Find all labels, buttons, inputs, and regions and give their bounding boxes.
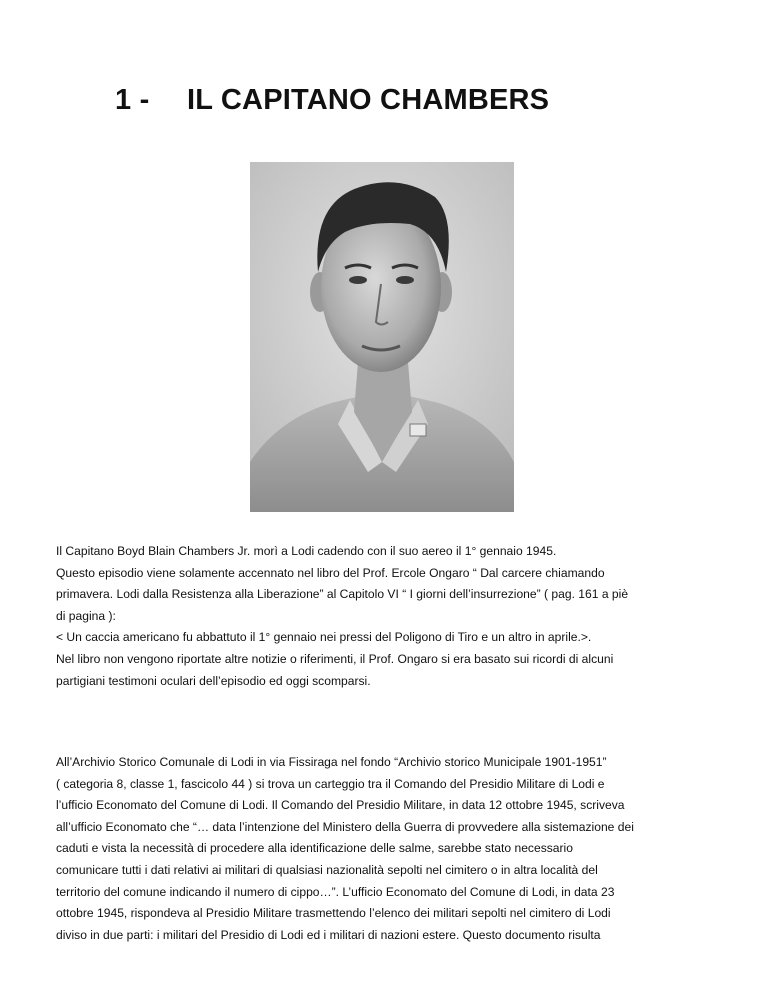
text-line: Nel libro non vengono riportate altre notizie o riferimenti, il Prof. Ongaro si era basato sui ricordi di alcuni bbox=[56, 651, 614, 666]
text-line: all’ufficio Economato che “… data l’intenzione del Ministero della Guerra di provvedere alla sistemazione dei bbox=[56, 819, 634, 834]
chapter-title: IL CAPITANO CHAMBERS bbox=[187, 84, 550, 116]
chapter-number: 1 - bbox=[115, 84, 150, 116]
portrait-photo bbox=[250, 162, 514, 512]
page-title bbox=[115, 84, 549, 117]
text-line: All’Archivio Storico Comunale di Lodi in via Fissiraga nel fondo “Archivio storico Municipale 1901-1951” bbox=[56, 755, 607, 769]
text-line: < Un caccia americano fu abbattuto il 1° gennaio nei pressi del Poligono di Tiro e un altro in aprile.>. bbox=[56, 630, 592, 645]
text-line: comunicare tutti i dati relativi ai militari di qualsiasi nazionalità sepolti nel cimitero o in altra località del bbox=[56, 862, 598, 877]
text-line: Il Capitano Boyd Blain Chambers Jr. morì a Lodi cadendo con il suo aereo il 1° gennaio 1945. bbox=[56, 544, 557, 558]
text-line: di pagina ): bbox=[56, 608, 116, 623]
text-line: ottobre 1945, rispondeva al Presidio Militare trasmettendo l’elenco dei militari sepolti nel cimitero di Lodi bbox=[56, 906, 611, 921]
text-line: partigiani testimoni oculari dell’episodio ed oggi scomparsi. bbox=[56, 673, 371, 688]
text-line: l’ufficio Economato del Comune di Lodi. Il Comando del Presidio Militare, in data 12 ottobre 1945, scriveva bbox=[56, 798, 625, 813]
paragraph-archive bbox=[56, 752, 716, 946]
text-line: Questo episodio viene solamente accennato nel libro del Prof. Ercole Ongaro “ Dal carcere chiamando bbox=[56, 565, 605, 580]
text-line: caduti e vista la necessità di procedere alla identificazione delle salme, sarebbe stato necessario bbox=[56, 841, 573, 856]
text-line: ( categoria 8, classe 1, fascicolo 44 ) si trova un carteggio tra il Comando del Presidio Militare di Lodi e bbox=[56, 776, 605, 791]
text-line: diviso in due parti: i militari del Presidio di Lodi ed i militari di nazioni estere. Questo documento risulta bbox=[56, 927, 601, 942]
text-line: territorio del comune indicando il numero di cippo…”. L’ufficio Economato del Comune di Lodi, in data 23 bbox=[56, 884, 615, 899]
paragraph-intro bbox=[56, 541, 716, 692]
text-line: primavera. Lodi dalla Resistenza alla Liberazione” al Capitolo VI “ I giorni dell’insurrezione” ( pag. 161 a piè bbox=[56, 587, 629, 602]
